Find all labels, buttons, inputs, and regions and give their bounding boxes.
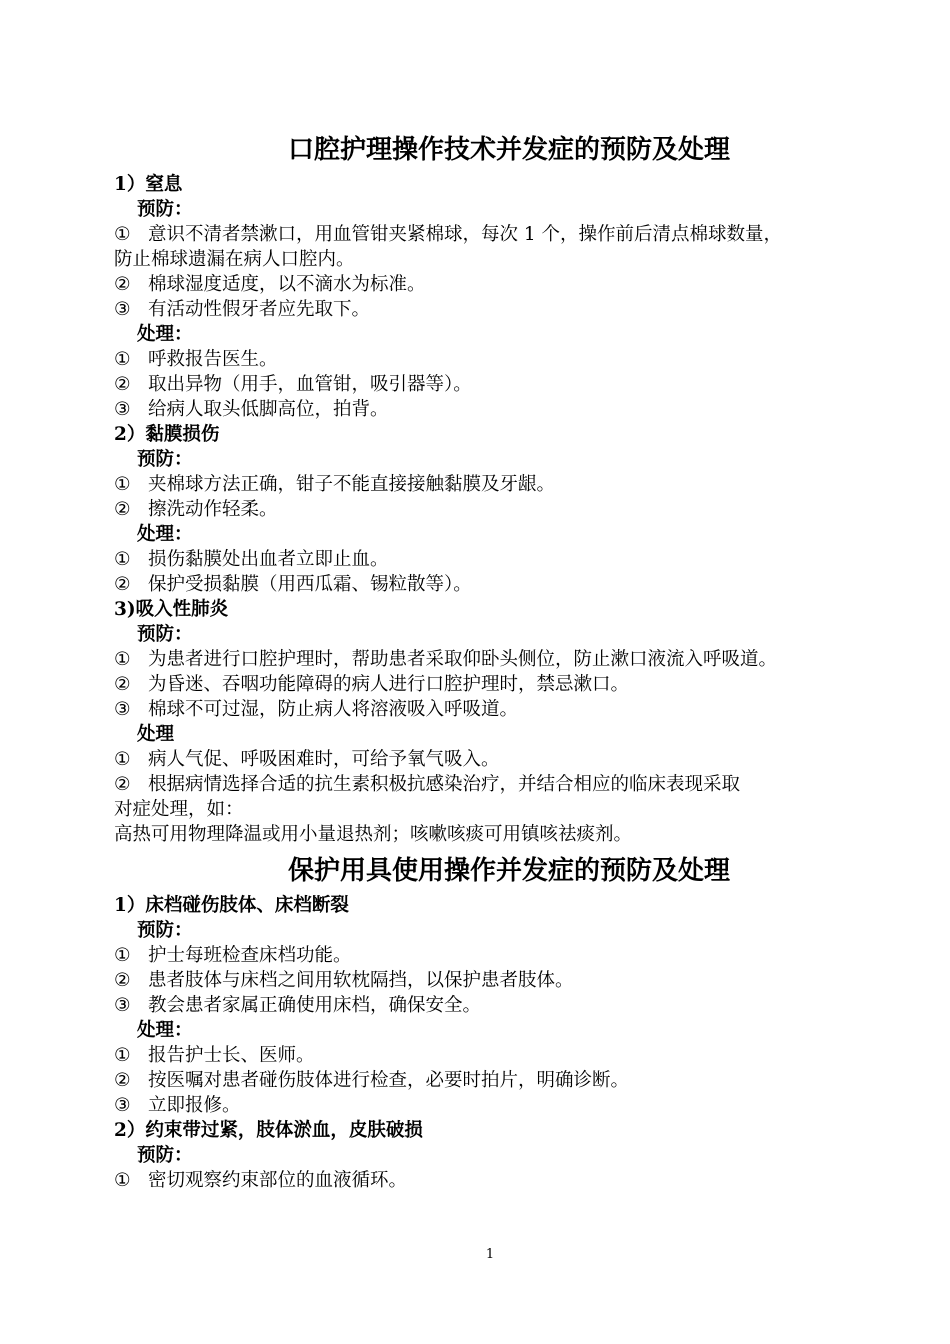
prevention-label: 预防： <box>137 449 193 470</box>
prevention-label: 预防： <box>137 1145 193 1166</box>
item-number: ③ <box>114 1095 131 1116</box>
item-number: ② <box>114 774 131 795</box>
section-heading-mucosa-injury: 2）黏膜损伤 <box>114 424 220 445</box>
item-text: 按医嘱对患者碰伤肢体进行检查，必要时拍片，明确诊断。 <box>148 1070 630 1091</box>
prevention-label: 预防： <box>137 199 193 220</box>
list-item <box>114 943 874 968</box>
document-page <box>114 128 874 1193</box>
item-text: 根据病情选择合适的抗生素积极抗感染治疗，并结合相应的临床表现采取 <box>148 774 741 795</box>
list-item <box>114 372 874 397</box>
item-number: ② <box>114 674 131 695</box>
section-heading-bedrail-injury: 1）床档碰伤肢体、床档断裂 <box>114 895 349 916</box>
item-text: 棉球湿度适度，以不滴水为标准。 <box>148 274 426 295</box>
item-text: 为患者进行口腔护理时，帮助患者采取仰卧头侧位，防止漱口液流入呼吸道。 <box>148 649 778 670</box>
document-title-oral-care: 口腔护理操作技术并发症的预防及处理 <box>287 135 730 165</box>
item-number: ① <box>114 1045 131 1066</box>
item-number: ① <box>114 749 131 770</box>
prevention-label: 预防： <box>137 920 193 941</box>
item-number: ① <box>114 649 131 670</box>
item-text: 患者肢体与床档之间用软枕隔挡，以保护患者肢体。 <box>148 970 574 991</box>
item-text: 夹棉球方法正确，钳子不能直接接触黏膜及牙龈。 <box>148 474 556 495</box>
item-text: 为昏迷、吞咽功能障碍的病人进行口腔护理时，禁忌漱口。 <box>148 674 630 695</box>
list-item <box>114 747 874 772</box>
prevention-label: 预防： <box>137 624 193 645</box>
list-item <box>114 497 874 522</box>
item-number: ② <box>114 970 131 991</box>
section-heading-restraint-tight: 2）约束带过紧，肢体淤血，皮肤破损 <box>114 1120 423 1141</box>
item-number: ① <box>114 549 131 570</box>
list-item <box>114 1068 874 1093</box>
item-number: ① <box>114 474 131 495</box>
list-item <box>114 397 874 422</box>
item-number: ② <box>114 374 131 395</box>
list-item <box>114 347 874 372</box>
item-text: 损伤黏膜处出血者立即止血。 <box>148 549 389 570</box>
document-title-restraint: 保护用具使用操作并发症的预防及处理 <box>287 856 730 886</box>
page-number: 1 <box>485 1247 495 1262</box>
list-item <box>114 272 874 297</box>
item-text: 棉球不可过湿，防止病人将溶液吸入呼吸道。 <box>148 699 519 720</box>
item-number: ③ <box>114 299 131 320</box>
treatment-label: 处理： <box>137 1020 193 1041</box>
list-item <box>114 993 874 1018</box>
item-text: 教会患者家属正确使用床档，确保安全。 <box>148 995 482 1016</box>
item-text: 病人气促、呼吸困难时，可给予氧气吸入。 <box>148 749 500 770</box>
item-number: ③ <box>114 399 131 420</box>
item-text: 取出异物（用手，血管钳，吸引器等）。 <box>148 374 472 395</box>
list-item <box>114 1093 874 1118</box>
treatment-label: 处理： <box>137 324 193 345</box>
list-item <box>114 647 866 672</box>
item-number: ① <box>114 1170 131 1191</box>
list-item <box>114 968 874 993</box>
list-item <box>114 472 874 497</box>
item-number: ① <box>114 349 131 370</box>
section-heading-asphyxia: 1）窒息 <box>114 174 183 195</box>
item-text: 报告护士长、医师。 <box>148 1045 315 1066</box>
item-text: 给病人取头低脚高位，拍背。 <box>148 399 389 420</box>
list-item <box>114 572 874 597</box>
item-number: ② <box>114 574 131 595</box>
treatment-label: 处理： <box>137 524 193 545</box>
item-text: 意识不清者禁漱口，用血管钳夹紧棉球，每次 1 个，操作前后清点棉球数量， <box>148 224 783 245</box>
item-number: ③ <box>114 995 131 1016</box>
item-text: 保护受损黏膜（用西瓜霜、锡粒散等）。 <box>148 574 472 595</box>
item-number: ② <box>114 274 131 295</box>
section-heading-aspiration-pneumonia: 3)吸入性肺炎 <box>114 599 229 620</box>
item-number: ① <box>114 224 131 245</box>
list-item-continuation: 防止棉球遗漏在病人口腔内。 <box>114 249 355 270</box>
item-text: 擦洗动作轻柔。 <box>148 499 278 520</box>
item-number: ① <box>114 945 131 966</box>
list-item <box>114 222 874 247</box>
item-text: 呼救报告医生。 <box>148 349 278 370</box>
item-number: ② <box>114 1070 131 1091</box>
treatment-label: 处理 <box>137 724 175 745</box>
item-text: 密切观察约束部位的血液循环。 <box>148 1170 408 1191</box>
list-item <box>114 772 874 797</box>
item-text: 护士每班检查床档功能。 <box>148 945 352 966</box>
list-item <box>114 297 874 322</box>
item-number: ③ <box>114 699 131 720</box>
item-text: 有活动性假牙者应先取下。 <box>148 299 371 320</box>
item-text: 立即报修。 <box>148 1095 241 1116</box>
list-item-continuation: 对症处理，如： <box>114 799 244 820</box>
item-number: ② <box>114 499 131 520</box>
list-item <box>114 697 874 722</box>
list-item <box>114 1043 874 1068</box>
paragraph-text: 高热可用物理降温或用小量退热剂；咳嗽咳痰可用镇咳祛痰剂。 <box>114 824 633 845</box>
list-item <box>114 547 874 572</box>
list-item <box>114 672 874 697</box>
list-item <box>114 1168 874 1193</box>
